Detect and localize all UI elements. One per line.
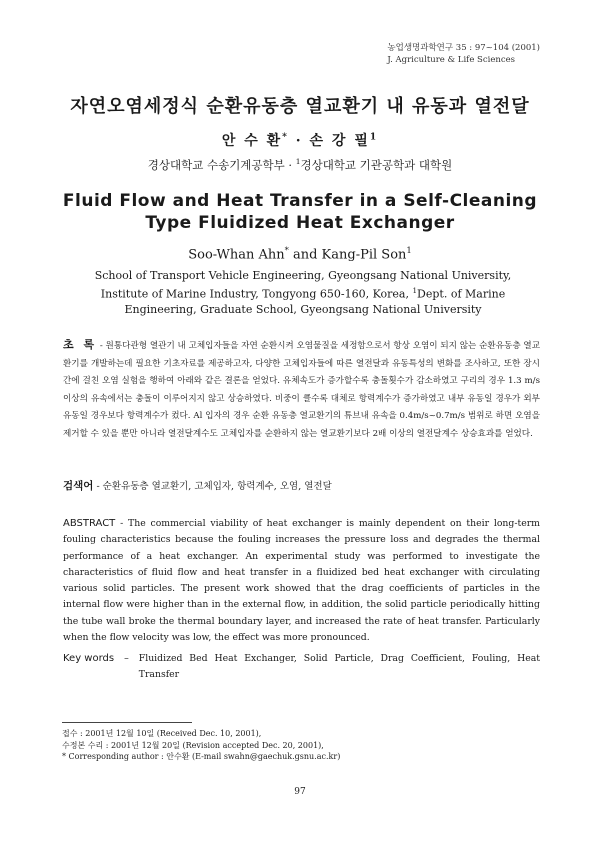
english-keywords xyxy=(63,651,540,683)
english-abstract-label: ABSTRACT xyxy=(63,518,116,529)
english-author-second: and Kang-Pil Son xyxy=(288,247,407,263)
english-title-line1: Fluid Flow and Heat Transfer in a Self-Cleaning xyxy=(62,191,538,211)
korean-affiliation-2: 경상대학교 기관공학과 대학원 xyxy=(300,158,453,172)
footnote-accepted: 수정본 수리 : 2001년 12월 20일 (Revision accepted Dec. 20, 2001), xyxy=(62,740,324,750)
footnote-received: 접수 : 2001년 12월 10일 (Received Dec. 10, 2001), xyxy=(62,729,262,738)
author-separator: · xyxy=(288,133,310,149)
korean-author-second: 손 강 필 xyxy=(309,133,370,149)
english-abstract xyxy=(63,516,540,646)
footnotes xyxy=(62,728,542,763)
english-title xyxy=(0,190,600,234)
korean-abstract-label: 초 록 xyxy=(63,338,98,351)
korean-title: 자연오염세정식 순환유동층 열교환기 내 유동과 열전달 xyxy=(70,96,530,117)
corresponding-mark: * xyxy=(282,131,289,143)
journal-citation-korean: 농업생명과학연구 35 : 97~104 (2001) xyxy=(387,43,540,53)
keywords-dash: – xyxy=(124,653,129,664)
korean-keywords-text: - 순환유동층 열교환기, 고체입자, 항력계수, 오염, 열전달 xyxy=(93,481,332,492)
corresponding-mark: * xyxy=(284,245,289,255)
korean-keywords xyxy=(63,478,540,493)
korean-abstract xyxy=(63,336,540,443)
korean-affiliation xyxy=(0,157,600,173)
korean-author-first: 안 수 환 xyxy=(221,133,283,149)
journal-header xyxy=(387,42,540,66)
english-affiliation-1: School of Transport Vehicle Engineering, Gyeongsang National University, Institute of Marine Industry, Tongyong 650-160, Korea, xyxy=(94,269,512,301)
korean-authors xyxy=(0,130,600,150)
page-number: 97 xyxy=(294,787,306,797)
affiliation-mark: 1 xyxy=(406,245,412,255)
affiliation-mark: 1 xyxy=(295,157,301,167)
english-affiliation-2: Dept. of Marine Engineering, Graduate School, Gyeongsang National University xyxy=(124,287,506,316)
english-affiliation xyxy=(78,268,528,317)
english-author-first: Soo-Whan Ahn xyxy=(188,247,285,263)
affiliation-mark: 1 xyxy=(369,131,379,143)
english-keywords-text: Fluidized Bed Heat Exchanger, Solid Particle, Drag Coefficient, Fouling, Heat Transfer xyxy=(138,653,540,680)
footnote-divider xyxy=(62,722,192,723)
english-keywords-label: Key words xyxy=(63,653,115,664)
korean-affiliation-1: 경상대학교 수송기계공학부 · xyxy=(147,158,296,172)
korean-keywords-label: 검색어 xyxy=(63,480,94,492)
affiliation-mark: 1 xyxy=(412,286,418,295)
journal-name-english: J. Agriculture & Life Sciences xyxy=(387,55,516,65)
english-abstract-text: - The commercial viability of heat exchanger is mainly dependent on their long-term fouling characteristics because the fouling increases the pressure loss and degrades the thermal performance of a heat exchanger. An experimental study was performed to investigate the characteristics of fluid flow and heat transfer in a fluidized bed heat exchanger with circulating various solid particles. The present work showed that the drag coefficients of particles in the internal flow were higher than in the external flow, in addition, the solid particle periodically hitting the tube wall broke the thermal boundary layer, and increased the rate of heat transfer. Particularly when the flow velocity was low, the effect was more pronounced. xyxy=(63,518,540,644)
english-title-line2: Type Fluidized Heat Exchanger xyxy=(145,213,455,233)
korean-abstract-text: - 원통다관형 열관기 내 고체입자들을 자연 순환시켜 오염물질을 세정함으로서 항상 오염이 되지 않는 순환유동층 열교환기를 개발하는데 필요한 기초자료를 제공하고자, 다양한 고체입자들에 따른 열전달과 유동특성의 변화를 조사하고, 또한 장시간에 걸친 오염 실험을 행하여 아래와 같은 결론을 얻었다. 유체속도가 증가할수록 충돌횟수가 감소하였고 구리의 경우 1.3 m/s이상의 유속에서는 충돌이 이루어지지 않고 상승하였다. 비중이 클수록 대체로 항력계수가 증가하였고 내부 유동일 경우가 외부유동일 경우보다 항력계수가 컸다. Al 입자의 경우 순환 유동층 열교환기의 튜브내 유속을 0.4m/s~0.7m/s 범위로 하면 오염을 제거할 수 있을 뿐만 아니라 열전달계수도 고체입자를 순환하지 않는 열교환기보다 2배 이상의 열전달계수 상승효과를 얻었다. xyxy=(63,341,540,439)
footnote-corresponding: * Corresponding author : 안수환 (E-mail swahn@gaechuk.gsnu.ac.kr) xyxy=(62,752,341,761)
english-authors xyxy=(0,245,600,262)
